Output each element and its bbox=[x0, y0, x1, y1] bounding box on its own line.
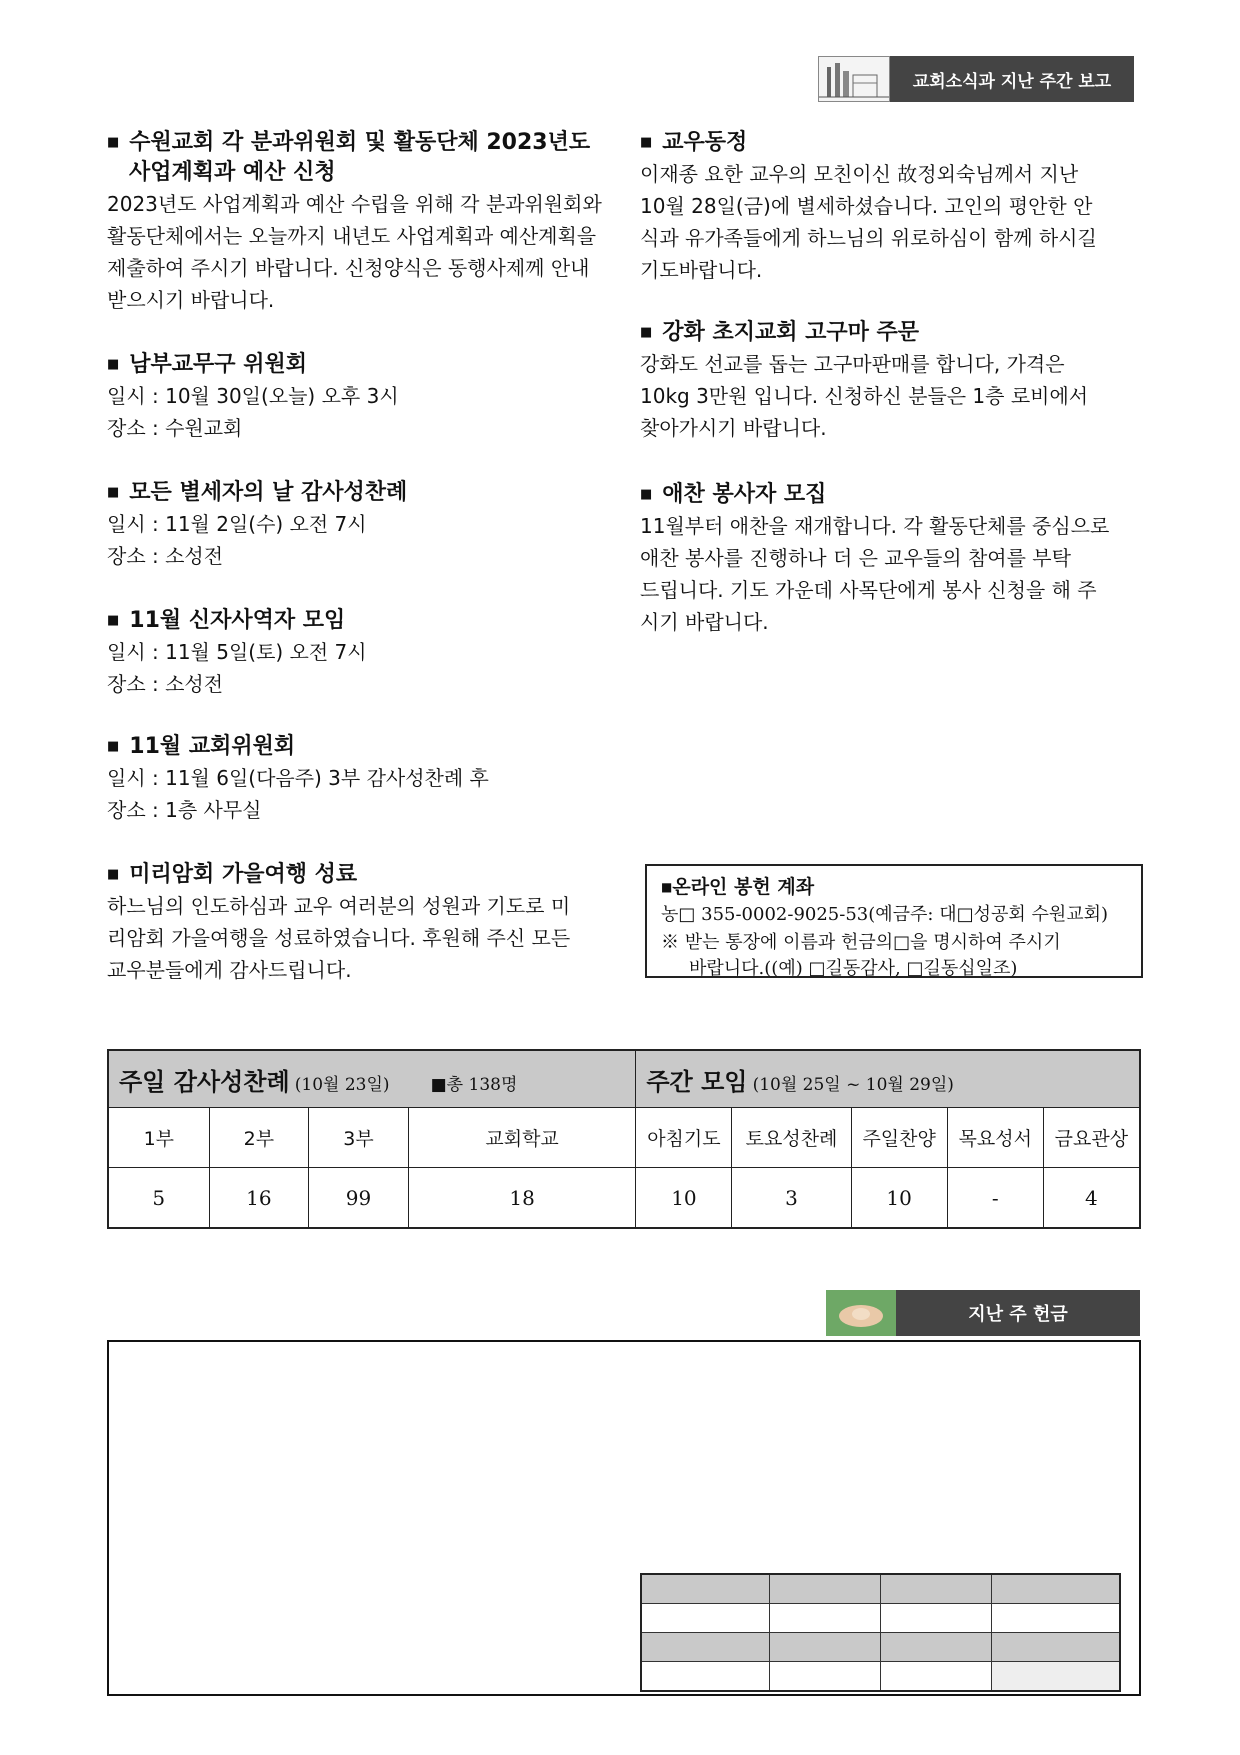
notice-title: 애찬 봉사자 모집 bbox=[662, 482, 827, 507]
notice-line: 받으시기 바랍니다. bbox=[107, 288, 275, 312]
notice-line: 하느님의 인도하심과 교우 여러분의 성원과 기도로 미 bbox=[107, 894, 571, 918]
section-header: 교회소식과 지난 주간 보고 bbox=[890, 56, 1134, 102]
label-cell: 3부 bbox=[309, 1108, 409, 1168]
notice-line: 2023년도 사업계획과 예산 수립을 위해 각 분과위원회와 bbox=[107, 192, 602, 216]
notice-line: 강화도 선교를 돕는 고구마판매를 합니다, 가격은 bbox=[640, 352, 1065, 376]
notice-line: 10kg 3만원 입니다. 신청하신 분들은 1층 로비에서 bbox=[640, 384, 1089, 408]
notice-south-deanery: ■ 남부교무구 위원회 일시 : 10월 30일(오늘) 오후 3시 장소 : 수원교회 bbox=[107, 350, 607, 444]
weekly-meetings-header bbox=[636, 1050, 1140, 1108]
label-cell: 목요성서 bbox=[947, 1108, 1043, 1168]
table-cell bbox=[991, 1662, 1120, 1692]
table-cell bbox=[880, 1574, 991, 1604]
table-cell bbox=[991, 1604, 1120, 1633]
notice-line: 식과 유가족들에게 하느님의 위로하심이 함께 하시길 bbox=[640, 226, 1097, 250]
value-cell: 10 bbox=[851, 1168, 947, 1229]
value-cell: 16 bbox=[209, 1168, 309, 1229]
notice-miriam-trip: ■ 미리암회 가을여행 성료 하느님의 인도하심과 교우 여러분의 성원과 기도로 미 리암회 가을여행을 성료하였습니다. 후원해 주신 모든 교우분들에게 감사드립니다. bbox=[107, 860, 607, 986]
notice-line: 장소 : 소성전 bbox=[107, 672, 224, 696]
sunday-eucharist-header bbox=[108, 1050, 636, 1108]
notice-line: 제출하여 주시기 바랍니다. 신청양식은 동행사제께 안내 bbox=[107, 256, 590, 280]
notice-line: 장소 : 수원교회 bbox=[107, 416, 243, 440]
table-cell bbox=[641, 1662, 770, 1692]
label-cell: 주일찬양 bbox=[851, 1108, 947, 1168]
notice-line: 10월 28일(금)에 별세하셨습니다. 고인의 평안한 안 bbox=[640, 194, 1093, 218]
value-cell: 3 bbox=[732, 1168, 851, 1229]
account-title: 온라인 봉헌 계좌 bbox=[672, 876, 815, 898]
table-cell bbox=[770, 1604, 881, 1633]
value-cell: 99 bbox=[309, 1168, 409, 1229]
table-cell bbox=[770, 1633, 881, 1662]
account-number: 농□ 355-0002-9025-53(예금주: 대□성공회 수원교회) bbox=[661, 904, 1109, 925]
notice-line: 장소 : 소성전 bbox=[107, 544, 224, 568]
table-cell bbox=[880, 1633, 991, 1662]
notice-line: 11월부터 애찬을 재개합니다. 각 활동단체를 중심으로 bbox=[640, 514, 1110, 538]
value-cell: - bbox=[947, 1168, 1043, 1229]
notice-budget: ■ 수원교회 각 분과위원회 및 활동단체 2023년도 사업계획과 예산 신청 2023년도 사업계획과 예산 수립을 위해 각 분과위원회와 활동단체에서는 오늘까지 내년도 사업계획과 예산계획을 제출하여 주시기 바랍니다. 신청양식은 동행사제께 안내 받으시기 바랍니다. bbox=[107, 128, 607, 316]
label-cell: 금요관상 bbox=[1043, 1108, 1140, 1168]
notice-title: 11월 신자사역자 모임 bbox=[129, 608, 346, 633]
table-cell bbox=[991, 1633, 1120, 1662]
notice-sweet-potato: ■ 강화 초지교회 고구마 주문 강화도 선교를 돕는 고구마판매를 합니다, 가격은 10kg 3만원 입니다. 신청하신 분들은 1층 로비에서 찾아가시기 바랍니다. bbox=[640, 318, 1140, 444]
label-cell: 교회학교 bbox=[408, 1108, 636, 1168]
notice-line: 일시 : 11월 2일(수) 오전 7시 bbox=[107, 512, 367, 536]
table-cell bbox=[770, 1574, 881, 1604]
notice-line: 일시 : 10월 30일(오늘) 오후 3시 bbox=[107, 384, 399, 408]
weekly-date: (10월 25일 ~ 10월 29일) bbox=[752, 1074, 954, 1095]
notice-member-news: ■ 교우동정 이재종 요한 교우의 모친이신 故정외숙님께서 지난 10월 28일(금)에 별세하셨습니다. 고인의 평안한 안 식과 유가족들에게 하느님의 위로하심이 함께 하시길 기도바랍니다. bbox=[640, 128, 1140, 286]
total-count: ■총 138명 bbox=[430, 1074, 518, 1095]
sunday-date: (10월 23일) bbox=[294, 1074, 390, 1095]
value-cell: 4 bbox=[1043, 1168, 1140, 1229]
church-photo-icon bbox=[818, 56, 890, 102]
notice-all-souls: ■ 모든 별세자의 날 감사성찬례 일시 : 11월 2일(수) 오전 7시 장소 : 소성전 bbox=[107, 478, 607, 572]
notice-church-council: ■ 11월 교회위원회 일시 : 11월 6일(다음주) 3부 감사성찬례 후 장소 : 1층 사무실 bbox=[107, 732, 607, 826]
sunday-title: 주일 감사성찬례 bbox=[119, 1067, 290, 1096]
label-cell: 아침기도 bbox=[636, 1108, 732, 1168]
offering-table bbox=[640, 1573, 1121, 1692]
table-cell bbox=[880, 1662, 991, 1692]
weekly-title: 주간 모임 bbox=[646, 1067, 748, 1096]
table-cell bbox=[880, 1604, 991, 1633]
offering-header: 지난 주 헌금 bbox=[896, 1290, 1140, 1336]
label-cell: 1부 bbox=[108, 1108, 209, 1168]
notice-line: 애찬 봉사를 진행하나 더 은 교우들의 참여를 부탁 bbox=[640, 546, 1071, 570]
notice-title: 교우동정 bbox=[662, 130, 748, 155]
table-cell bbox=[991, 1574, 1120, 1604]
notice-title: 남부교무구 위원회 bbox=[129, 352, 307, 377]
account-note-example: 바랍니다.((예) □길동감사, □길동십일조) bbox=[689, 958, 1018, 979]
notice-line: 드립니다. 기도 가운데 사목단에게 봉사 신청을 해 주 bbox=[640, 578, 1097, 602]
notice-line: 시기 바랍니다. bbox=[640, 610, 769, 634]
notice-line: 리암회 가을여행을 성료하였습니다. 후원해 주신 모든 bbox=[107, 926, 571, 950]
account-note: ※ 받는 통장에 이름과 헌금의□을 명시하여 주시기 bbox=[661, 932, 1061, 953]
notice-line: 일시 : 11월 5일(토) 오전 7시 bbox=[107, 640, 367, 664]
notice-line: 장소 : 1층 사무실 bbox=[107, 798, 262, 822]
notice-agape-volunteers: ■ 애찬 봉사자 모집 11월부터 애찬을 재개합니다. 각 활동단체를 중심으로 애찬 봉사를 진행하나 더 은 교우들의 참여를 부탁 드립니다. 기도 가운데 사목단에게 봉사 신청을 해 주 시기 바랍니다. bbox=[640, 480, 1140, 638]
label-cell: 토요성찬례 bbox=[732, 1108, 851, 1168]
hands-photo-icon bbox=[826, 1290, 896, 1336]
table-cell bbox=[770, 1662, 881, 1692]
value-cell: 18 bbox=[408, 1168, 636, 1229]
notice-title: 강화 초지교회 고구마 주문 bbox=[662, 320, 920, 345]
table-cell bbox=[641, 1574, 770, 1604]
notice-title-line2: 사업계획과 예산 신청 bbox=[129, 160, 336, 185]
attendance-table bbox=[107, 1049, 1141, 1229]
notice-line: 일시 : 11월 6일(다음주) 3부 감사성찬례 후 bbox=[107, 766, 489, 790]
notice-title: 미리암회 가을여행 성료 bbox=[129, 862, 358, 887]
notice-line: 기도바랍니다. bbox=[640, 258, 763, 282]
value-cell: 10 bbox=[636, 1168, 732, 1229]
notice-lay-ministers: ■ 11월 신자사역자 모임 일시 : 11월 5일(토) 오전 7시 장소 : 소성전 bbox=[107, 606, 607, 700]
notice-title: 모든 별세자의 날 감사성찬례 bbox=[129, 480, 408, 505]
table-cell bbox=[641, 1633, 770, 1662]
label-cell: 2부 bbox=[209, 1108, 309, 1168]
notice-line: 활동단체에서는 오늘까지 내년도 사업계획과 예산계획을 bbox=[107, 224, 597, 248]
notice-title: 11월 교회위원회 bbox=[129, 734, 296, 759]
notice-title: 수원교회 각 분과위원회 및 활동단체 2023년도 bbox=[129, 130, 591, 155]
notice-line: 이재종 요한 교우의 모친이신 故정외숙님께서 지난 bbox=[640, 162, 1079, 186]
table-cell bbox=[641, 1604, 770, 1633]
online-offering-account-box: ■온라인 봉헌 계좌 농□ 355-0002-9025-53(예금주: 대□성공회 수원교회) ※ 받는 통장에 이름과 헌금의□을 명시하여 주시기 바랍니다.((예) □길동감사, □길동십일조) bbox=[645, 864, 1143, 978]
notice-line: 찾아가시기 바랍니다. bbox=[640, 416, 827, 440]
value-cell: 5 bbox=[108, 1168, 209, 1229]
notice-line: 교우분들에게 감사드립니다. bbox=[107, 958, 352, 982]
